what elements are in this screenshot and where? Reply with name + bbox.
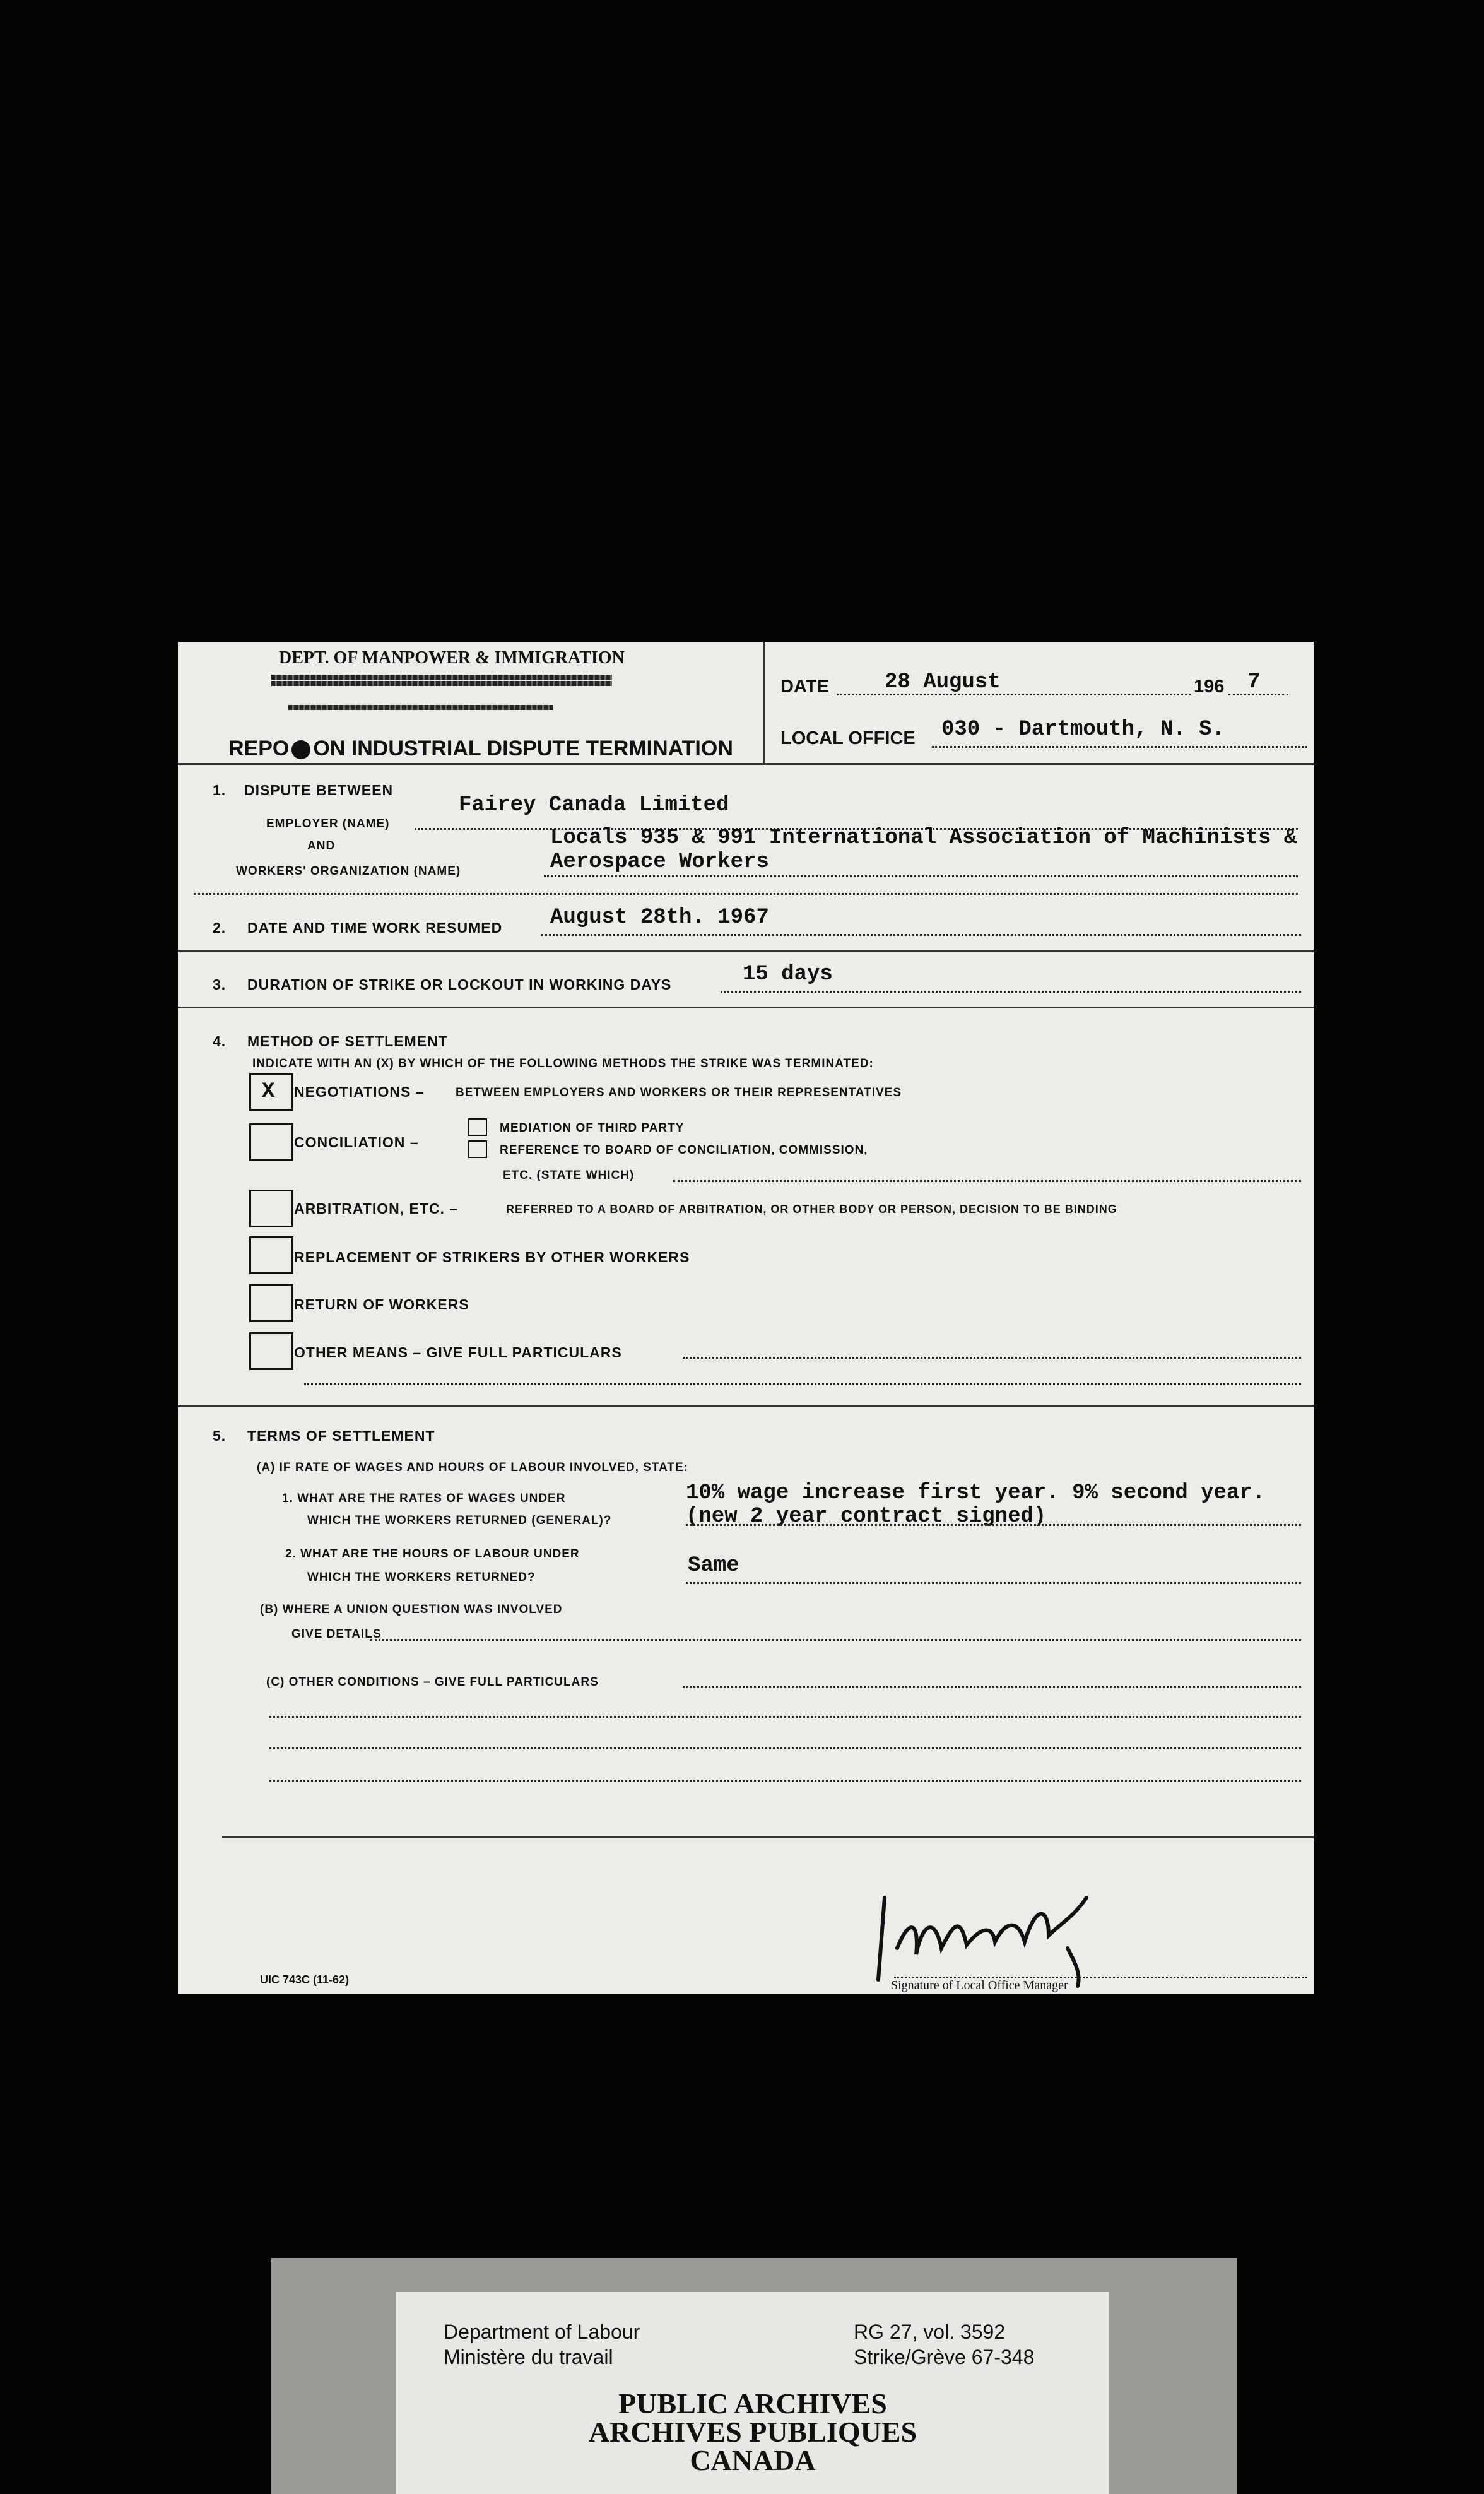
section-3-number: 3. [213,976,227,993]
union-question-line2: GIVE DETAILS [292,1628,382,1641]
other-means-label: OTHER MEANS – GIVE FULL PARTICULARS [294,1344,622,1361]
conciliation-label: CONCILIATION – [294,1134,419,1150]
archive-volume: RG 27, vol. 3592 [854,2320,1006,2343]
arbitration-label: ARBITRATION, ETC. – [294,1200,459,1217]
archive-card [396,2292,1109,2494]
negotiations-description: BETWEEN EMPLOYERS AND WORKERS OR THEIR REPRESENTATIVES [456,1086,902,1099]
section-2-number: 2. [213,919,227,936]
section-4-number: 4. [213,1033,227,1049]
q1-line1: 1. WHAT ARE THE RATES OF WAGES UNDER [282,1492,566,1505]
duration-value: 15 days [743,962,833,986]
other-conditions-label: (C) OTHER CONDITIONS – GIVE FULL PARTICULARS [266,1675,599,1689]
report-title: REPO ON INDUSTRIAL DISPUTE TERMINATION [228,736,733,760]
negotiations-checkbox[interactable] [249,1073,293,1111]
stamp-line2: ARCHIVES PUBLIQUES [588,2416,917,2448]
method-heading: METHOD OF SETTLEMENT [247,1033,448,1049]
return-label: RETURN OF WORKERS [294,1296,469,1313]
employer-label: EMPLOYER (NAME) [266,817,390,830]
negotiations-x-mark: X [262,1080,275,1104]
section-5-number: 5. [213,1427,227,1444]
date-value: 28 August [885,670,1001,694]
stamp-line3: CANADA [690,2444,816,2476]
reference-checkbox[interactable] [468,1140,487,1158]
union-question-line1: (B) WHERE A UNION QUESTION WAS INVOLVED [260,1603,563,1616]
etc-state-which-label: ETC. (STATE WHICH) [503,1169,635,1182]
hours-answer: Same [688,1554,739,1578]
section-1-number: 1. [213,782,227,798]
mediation-label: MEDIATION OF THIRD PARTY [500,1121,685,1135]
date-label: DATE [780,677,829,697]
dispute-between-heading: DISPUTE BETWEEN [244,782,394,798]
conciliation-checkbox[interactable] [249,1123,293,1161]
work-resumed-value: August 28th. 1967 [550,906,769,930]
mediation-checkbox[interactable] [468,1118,487,1136]
header-divider [763,642,765,763]
report-form [178,642,1314,1994]
duration-label: DURATION OF STRIKE OR LOCKOUT IN WORKING DAYS [247,976,672,993]
year-prefix: 196 [1194,677,1225,697]
terms-heading: TERMS OF SETTLEMENT [247,1427,435,1444]
employer-value: Fairey Canada Limited [459,793,729,817]
manager-signature [859,1879,1124,1992]
q1-line2: WHICH THE WORKERS RETURNED (GENERAL)? [307,1514,612,1527]
arbitration-description: REFERRED TO A BOARD OF ARBITRATION, OR OTHER BODY OR PERSON, DECISION TO BE BINDING [506,1203,1117,1215]
workers-value-line2: Aerospace Workers [550,850,769,874]
and-label: AND [307,839,336,853]
struck-out-line [288,705,553,710]
return-checkbox[interactable] [249,1284,293,1322]
dept-french: Ministère du travail [444,2346,613,2368]
struck-out-line [271,681,612,686]
wages-answer-line1: 10% wage increase first year. 9% second year. [686,1481,1266,1505]
signature-caption: Signature of Local Office Manager [891,1978,1068,1992]
dept-heading: DEPT. OF MANPOWER & IMMIGRATION [279,648,625,668]
other-means-checkbox[interactable] [249,1332,293,1370]
negotiations-label: NEGOTIATIONS – [294,1084,425,1100]
year-digit: 7 [1247,670,1261,694]
dept-english: Department of Labour [444,2320,640,2343]
work-resumed-label: DATE AND TIME WORK RESUMED [247,919,503,936]
method-instruction: INDICATE WITH AN (X) BY WHICH OF THE FOLLOWING METHODS THE STRIKE WAS TERMINATED: [252,1057,874,1070]
local-office-value: 030 - Dartmouth, N. S. [941,718,1225,742]
punch-hole [292,740,310,759]
replacement-checkbox[interactable] [249,1236,293,1274]
archive-strike-number: Strike/Grève 67-348 [854,2346,1035,2368]
reference-label: REFERENCE TO BOARD OF CONCILIATION, COMMISSION, [500,1144,868,1157]
arbitration-checkbox[interactable] [249,1190,293,1227]
q2-line2: WHICH THE WORKERS RETURNED? [307,1571,536,1584]
q2-line1: 2. WHAT ARE THE HOURS OF LABOUR UNDER [285,1547,580,1561]
workers-value-line1: Locals 935 & 991 International Association of Machinists & [550,826,1297,850]
workers-org-label: WORKERS' ORGANIZATION (NAME) [236,865,461,878]
struck-out-line [271,675,612,680]
wages-answer-line2: (new 2 year contract signed) [686,1504,1047,1528]
stamp-line1: PUBLIC ARCHIVES [618,2387,887,2420]
terms-a-intro: (A) IF RATE OF WAGES AND HOURS OF LABOUR INVOLVED, STATE: [257,1461,688,1474]
replacement-label: REPLACEMENT OF STRIKERS BY OTHER WORKERS [294,1249,690,1265]
local-office-label: LOCAL OFFICE [780,728,916,748]
form-code: UIC 743C (11-62) [260,1973,350,1986]
